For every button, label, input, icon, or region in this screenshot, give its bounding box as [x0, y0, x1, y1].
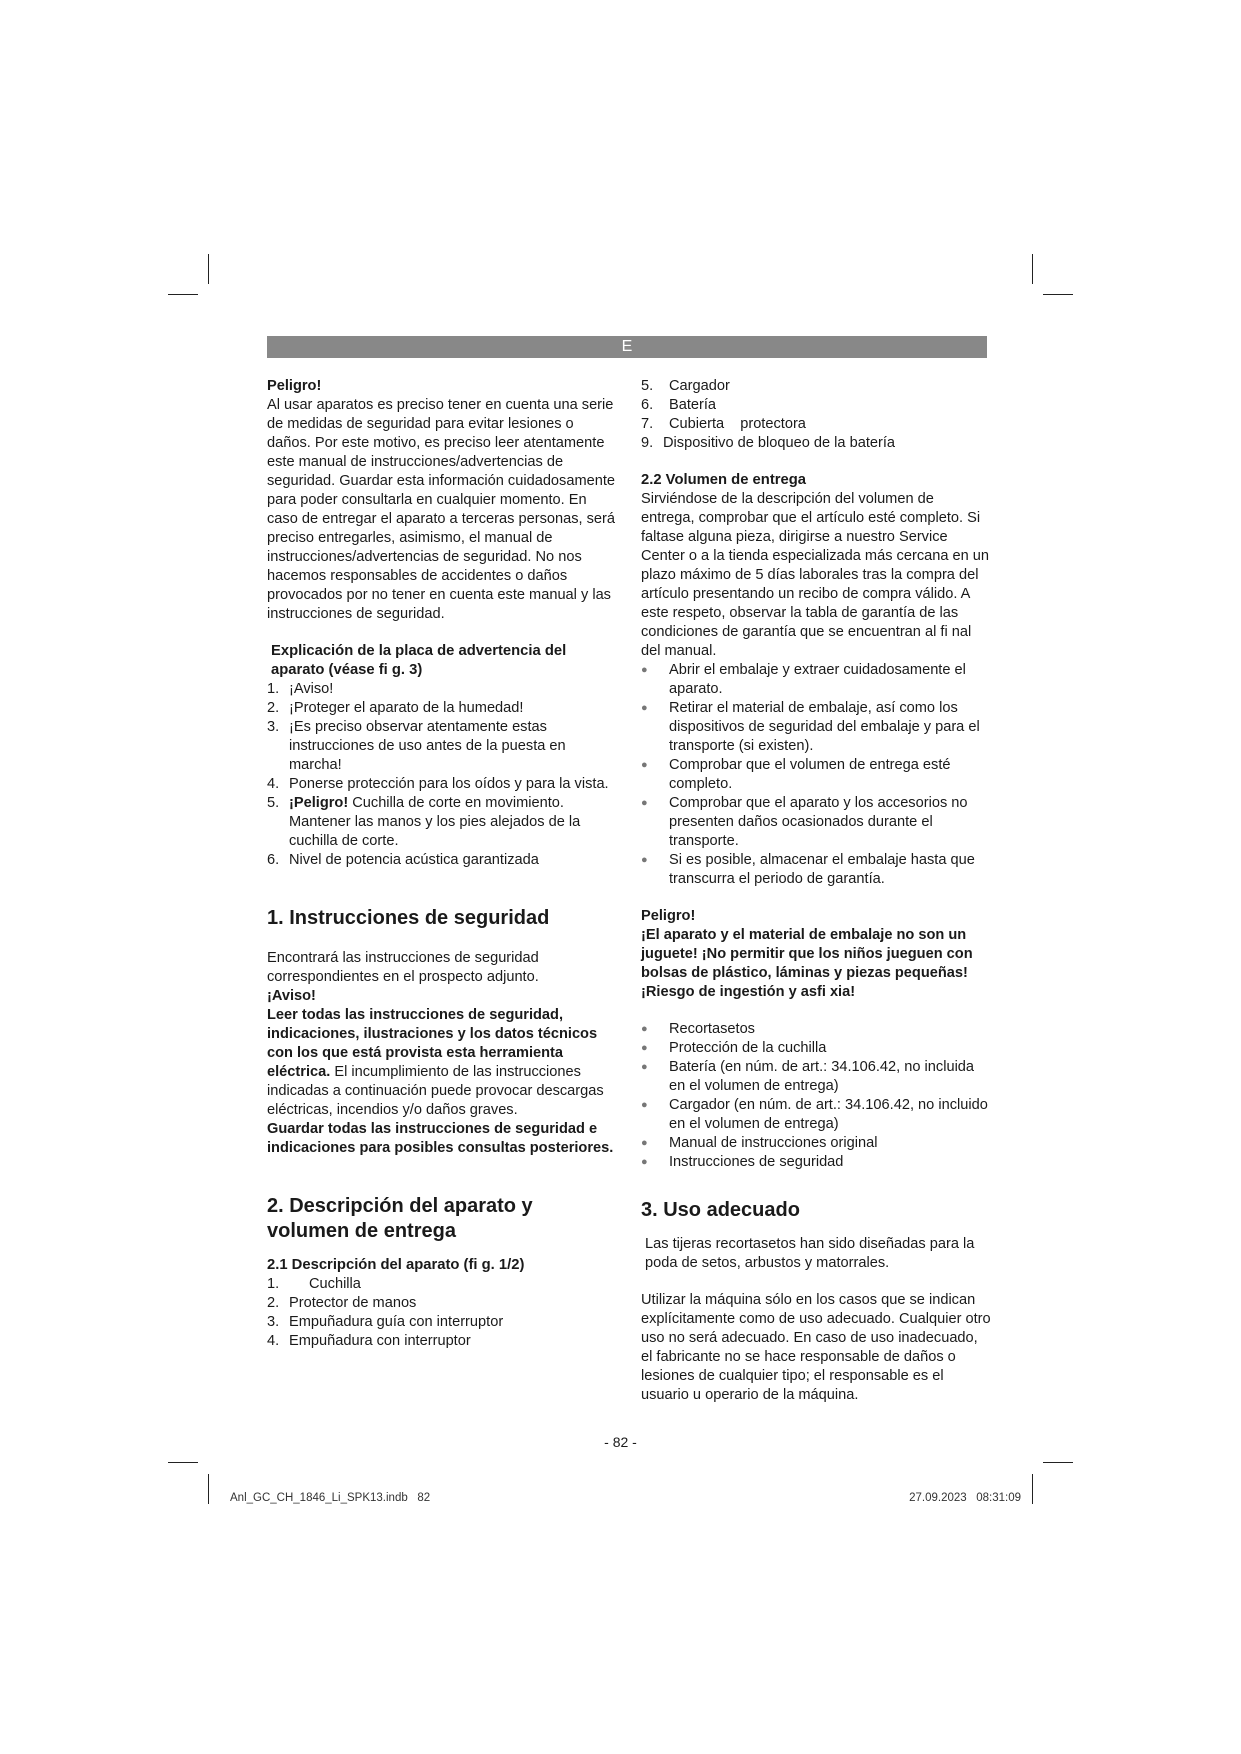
- parts-list-continued: [641, 377, 991, 453]
- danger-text: Al usar aparatos es preciso tener en cuenta una serie de medidas de seguridad para evitar lesiones o daños. Por este motivo, es preciso leer atentamente este manual de instrucciones/advertencias de seguridad. Guardar esta información cuidadosamente para poder consultarla en cualquier momento. En caso de entregar el aparato a terceras personas, será preciso entregarles, asimismo, el manual de instrucciones/advertencias de seguridad. No nos hacemos responsables de accidentes o daños provocados por no tener en cuenta este manual y las instrucciones de seguridad.: [267, 397, 616, 622]
- list-item: ● Batería (en núm. de art.: 34.106.42, no incluida en el volumen de entrega): [641, 1059, 975, 1094]
- bullet-icon: ●: [641, 1137, 648, 1149]
- footer-filename: Anl_GC_CH_1846_Li_SPK13.indb 82: [230, 1492, 431, 1504]
- list-item: 3. Empuñadura guía con interruptor: [267, 1314, 504, 1330]
- bullet-icon: ●: [641, 1061, 648, 1073]
- list-item: 2. ¡Proteger el aparato de la humedad!: [267, 700, 524, 716]
- list-item: 7. Cubierta protectora: [641, 416, 806, 432]
- list-item: 1. Cuchilla: [267, 1276, 361, 1292]
- list-item: ● Cargador (en núm. de art.: 34.106.42, no incluido en el volumen de entrega): [641, 1097, 988, 1132]
- bullet-icon: ●: [641, 797, 648, 809]
- list-item: ● Abrir el embalaje y extraer cuidadosamente el aparato.: [641, 662, 966, 697]
- plate-list: [267, 680, 617, 870]
- danger-text-2: ¡El aparato y el material de embalaje no son un juguete! ¡No permitir que los niños jueguen con bolsas de plástico, láminas y piezas pequeñas! ¡Riesgo de ingestión y asfi xia!: [641, 927, 973, 1000]
- list-item: 6. Nivel de potencia acústica garantizada: [267, 852, 539, 868]
- list-item: 1. ¡Aviso!: [267, 681, 334, 697]
- parts-list: [267, 1275, 617, 1351]
- crop-mark: [168, 294, 198, 295]
- bullet-icon: ●: [641, 1023, 648, 1035]
- crop-mark: [168, 1462, 198, 1463]
- list-item: 5. ¡Peligro! Cuchilla de corte en movimiento. Mantener las manos y los pies alejados de la cuchilla de corte.: [267, 795, 581, 849]
- section-3-title: 3. Uso adecuado: [641, 1199, 800, 1221]
- subsection-2-1-title: 2.1 Descripción del aparato (fi g. 1/2): [267, 1257, 525, 1273]
- list-item: ● Manual de instrucciones original: [641, 1135, 878, 1151]
- list-item: 2. Protector de manos: [267, 1295, 417, 1311]
- crop-mark: [208, 254, 209, 284]
- section-1-title: 1. Instrucciones de seguridad: [267, 907, 550, 929]
- crop-mark: [208, 1474, 209, 1504]
- bullet-icon: ●: [641, 1099, 648, 1111]
- list-item: ● Comprobar que el volumen de entrega esté completo.: [641, 757, 951, 792]
- bullet-icon: ●: [641, 759, 648, 771]
- delivery-contents-list: [641, 1020, 991, 1172]
- danger-title: Peligro!: [267, 378, 322, 394]
- list-item: 4. Ponerse protección para los oídos y para la vista.: [267, 776, 609, 792]
- list-item: 9. Dispositivo de bloqueo de la batería: [641, 435, 896, 451]
- crop-mark: [1032, 1474, 1033, 1504]
- right-column: [641, 377, 991, 1405]
- unpacking-list: [641, 661, 991, 889]
- plate-title: Explicación de la placa de advertencia del aparato (véase fi g. 3): [271, 643, 567, 678]
- list-item: 6. Batería: [641, 397, 717, 413]
- footer-timestamp: 27.09.2023 08:31:09: [909, 1492, 1021, 1504]
- bullet-icon: ●: [641, 664, 648, 676]
- list-item: ● Comprobar que el aparato y los accesorios no presenten daños ocasionados durante el transporte.: [641, 795, 968, 849]
- list-item: 4. Empuñadura con interruptor: [267, 1333, 471, 1349]
- bullet-icon: ●: [641, 854, 648, 866]
- list-item: ● Instrucciones de seguridad: [641, 1154, 844, 1170]
- list-item: 5. Cargador: [641, 378, 730, 394]
- crop-mark: [1032, 254, 1033, 284]
- list-item: ● Retirar el material de embalaje, así como los dispositivos de seguridad del embalaje y para el transporte (si existen).: [641, 700, 980, 754]
- page-number: - 82 -: [604, 1434, 637, 1450]
- section-1-keep-note: Guardar todas las instrucciones de seguridad e indicaciones para posibles consultas posteriores.: [267, 1121, 614, 1156]
- section-3-paragraph-1: Las tijeras recortasetos han sido diseñadas para la poda de setos, arbustos y matorrales.: [645, 1236, 975, 1271]
- list-item: ● Recortasetos: [641, 1021, 755, 1037]
- section-1-warning: Leer todas las instrucciones de seguridad, indicaciones, ilustraciones y los datos técnicos con los que está provista esta herramienta eléctrica. El incumplimiento de las instrucciones indicadas a continuación puede provocar descargas eléctricas, incendios y/o daños graves.: [267, 1007, 604, 1118]
- list-item: ● Protección de la cuchilla: [641, 1040, 827, 1056]
- list-item: ● Si es posible, almacenar el embalaje hasta que transcurra el periodo de garantía.: [641, 852, 975, 887]
- danger-title-2: Peligro!: [641, 908, 696, 924]
- section-3-paragraph-2: Utilizar la máquina sólo en los casos que se indican explícitamente como de uso adecuado. Cualquier otro uso no será adecuado. En caso de uso inadecuado, el fabricante no se hace responsable de daños o lesiones de cualquier tipo; el responsable es el usuario u operario de la máquina.: [641, 1292, 991, 1403]
- left-column: [267, 377, 617, 1351]
- crop-mark: [1043, 1462, 1073, 1463]
- section-1-intro: Encontrará las instrucciones de seguridad correspondientes en el prospecto adjunto.: [267, 950, 539, 985]
- bullet-icon: ●: [641, 702, 648, 714]
- list-item: 3. ¡Es preciso observar atentamente estas instrucciones de uso antes de la puesta en marcha!: [267, 719, 566, 773]
- bullet-icon: ●: [641, 1042, 648, 1054]
- crop-mark: [1043, 294, 1073, 295]
- warning-label: ¡Aviso!: [267, 988, 316, 1004]
- language-header-bar: E: [267, 336, 987, 358]
- subsection-2-2-text: Sirviéndose de la descripción del volumen de entrega, comprobar que el artículo esté completo. Si faltase alguna pieza, dirigirse a nuestro Service Center o a la tienda especializada más cercana en un plazo máximo de 5 días laborales tras la compra del artículo presentando un recibo de compra válido. A este respeto, observar la tabla de garantía de las condiciones de garantía que se encuentran al fi nal del manual.: [641, 491, 990, 659]
- section-2-title: 2. Descripción del aparato y volumen de entrega: [267, 1195, 533, 1242]
- subsection-2-2-title: 2.2 Volumen de entrega: [641, 472, 807, 488]
- bullet-icon: ●: [641, 1156, 648, 1168]
